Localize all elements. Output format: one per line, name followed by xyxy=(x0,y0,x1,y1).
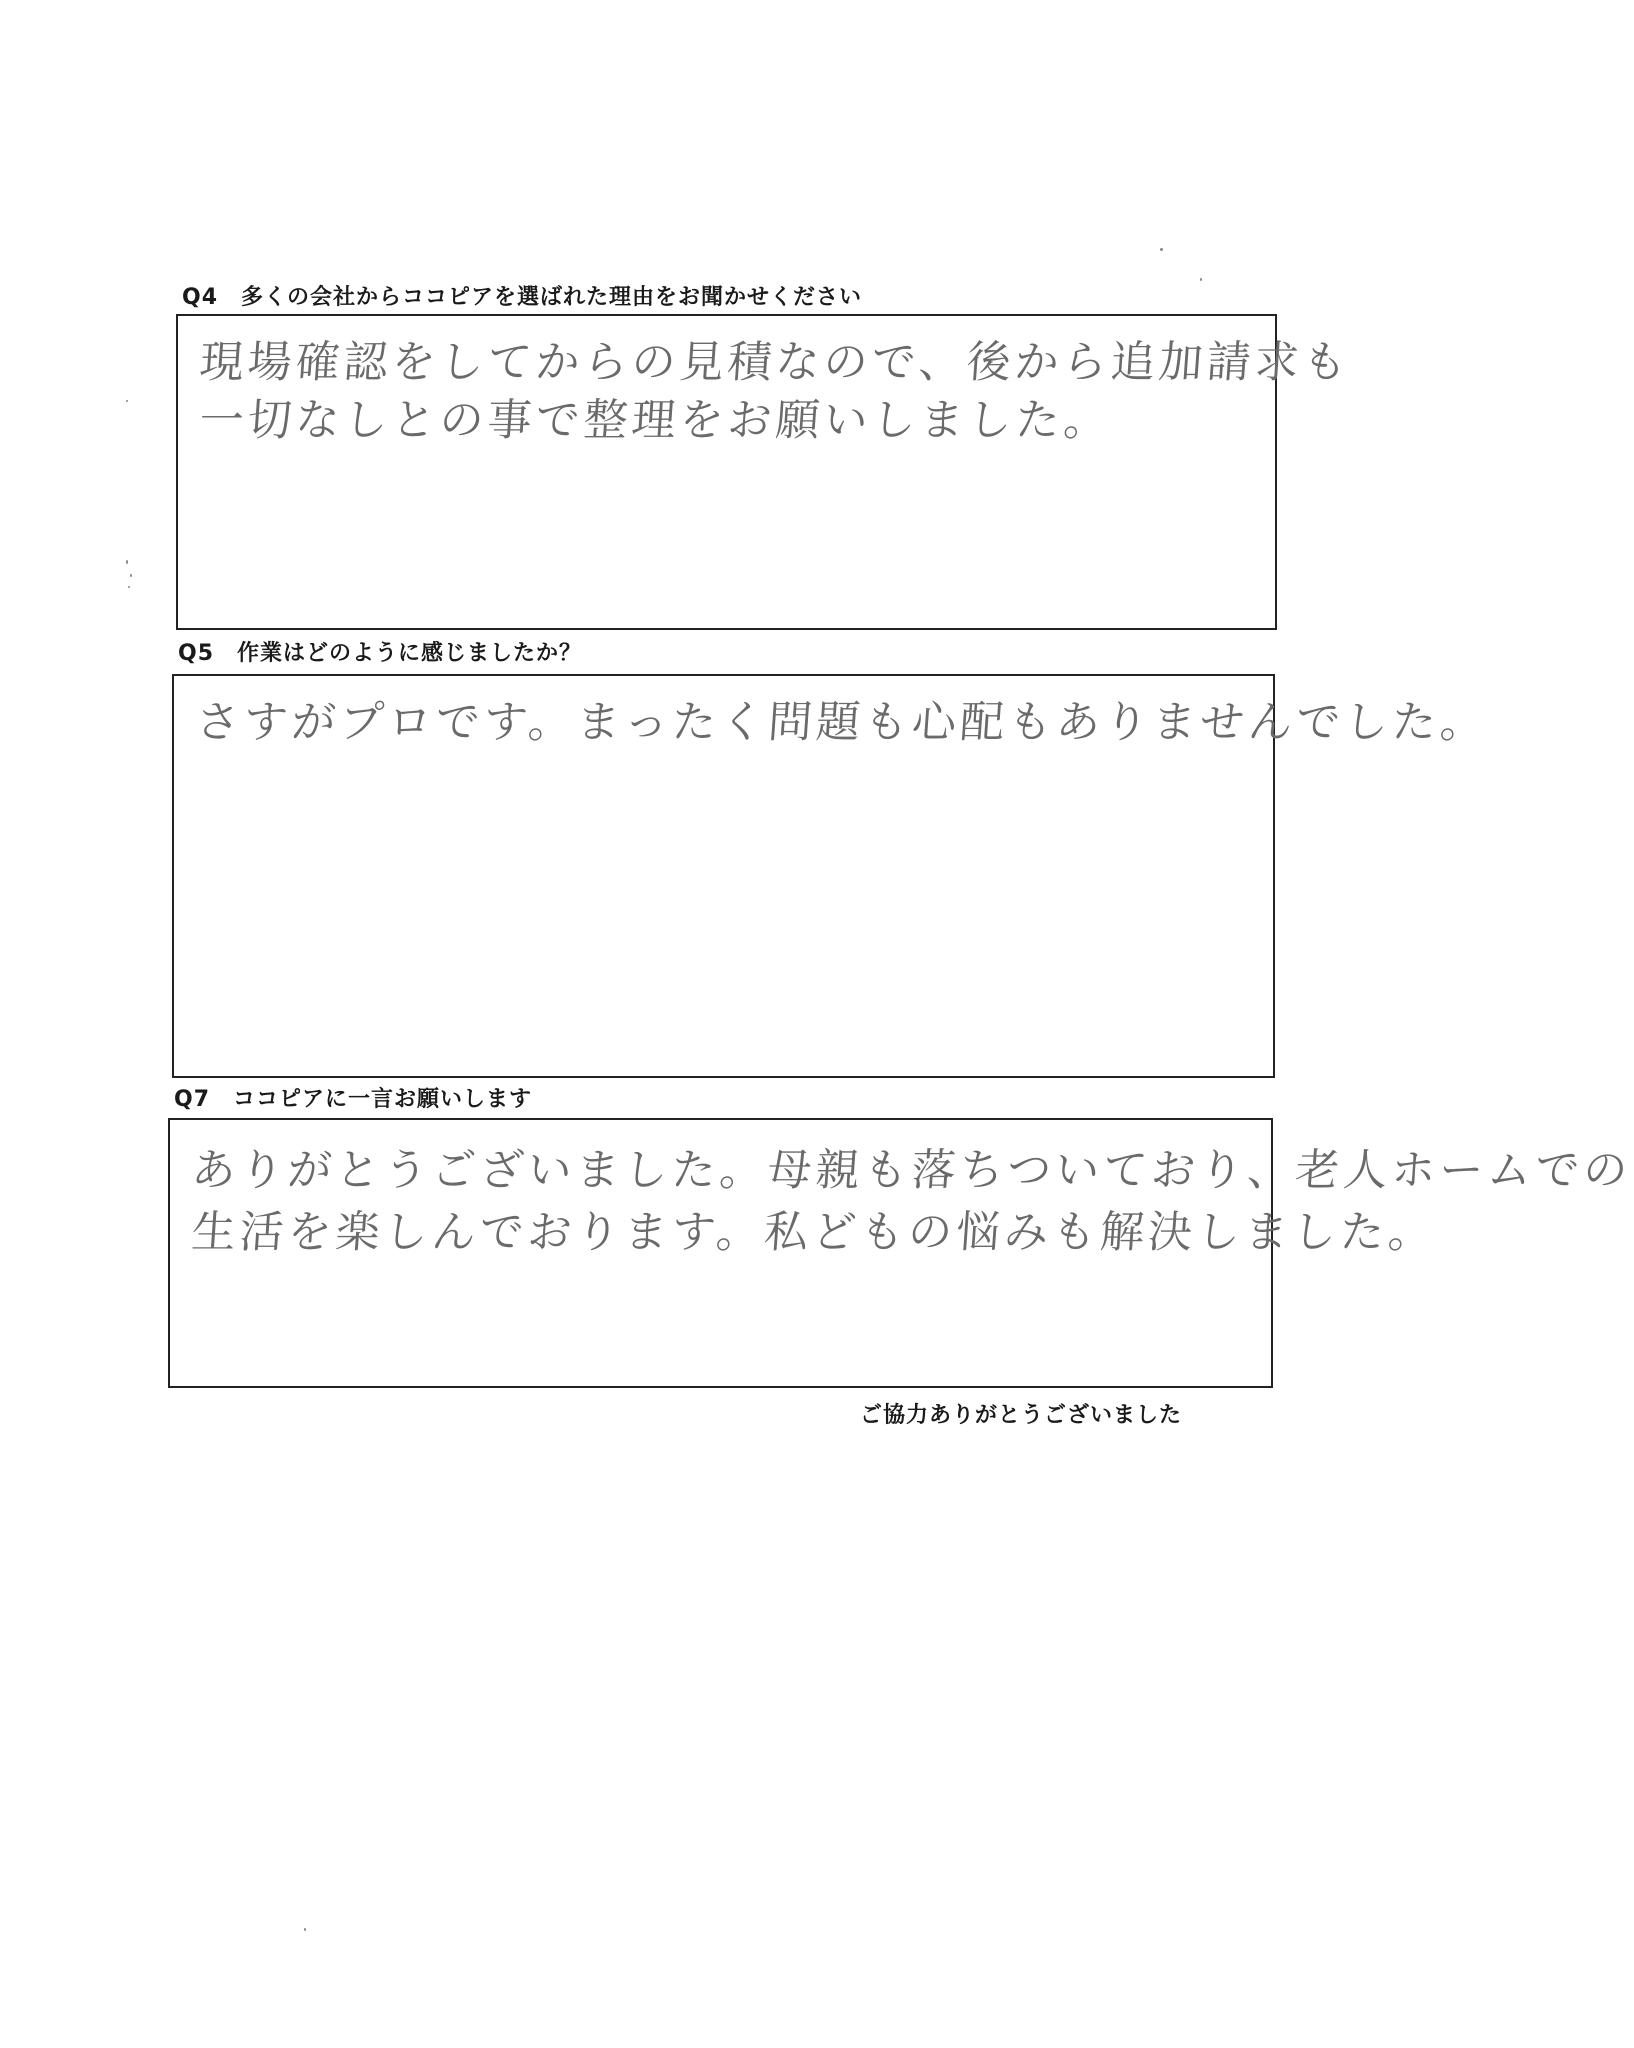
answer-box-q5 xyxy=(172,674,1490,1078)
handwritten-answer-line: さすがプロです。まったく問題も心配もありませんでした。 xyxy=(193,697,1490,748)
question-label-q5: Q5 作業はどのように感じましたか？ xyxy=(178,641,583,666)
handwritten-answer-line: ありがとうございました。母親も落ちついており、老人ホームでの xyxy=(189,1145,1634,1196)
scan-speck xyxy=(126,560,128,564)
question-label-q4: Q4 多くの会社からココピアを選ばれた理由をお聞かせください xyxy=(182,285,863,310)
handwritten-answer-line: 一切なしとの事で整理をお願いしました。 xyxy=(197,395,1114,446)
scan-speck xyxy=(1160,248,1163,251)
scan-speck xyxy=(130,574,132,577)
scan-speck xyxy=(128,586,130,588)
handwritten-answer-line: 現場確認をしてからの見積なので、後から追加請求も xyxy=(197,337,1353,388)
scan-speck xyxy=(304,1928,306,1931)
answer-box-q4 xyxy=(176,314,1353,630)
closing-thanks: ご協力ありがとうございました xyxy=(860,1403,1183,1428)
question-label-q7: Q7 ココピアに一言お願いします xyxy=(174,1087,533,1112)
handwritten-answer-line: 生活を楽しんでおります。私どもの悩みも解決しました。 xyxy=(189,1207,1438,1258)
answer-box-q7 xyxy=(168,1118,1634,1388)
scan-speck xyxy=(126,400,128,402)
scan-speck xyxy=(1200,278,1202,281)
